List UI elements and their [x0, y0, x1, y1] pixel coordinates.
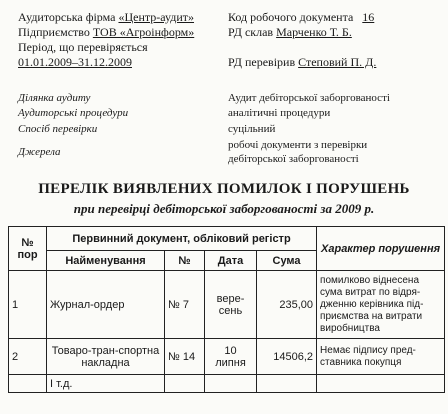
header-sum: Сума [257, 251, 317, 271]
page-title: ПЕРЕЛІК ВИЯВЛЕНИХ ПОМИЛОК І ПОРУШЕНЬ [38, 181, 410, 197]
period-label: Період, що перевіряється [18, 40, 148, 54]
firm-label: Аудиторська фірма [18, 10, 116, 24]
header-primary-doc: Первинний документ, обліковий регістр [47, 227, 317, 251]
table-row [9, 339, 445, 375]
compiled-row [228, 25, 386, 40]
row-character [317, 375, 445, 393]
table-header-row [9, 227, 445, 251]
header-character: Характер порушення [317, 227, 445, 271]
errors-table [8, 226, 445, 393]
meta-procedures-label: Аудиторські процедури [18, 107, 129, 119]
meta-procedures-value: аналітичні процедури [228, 107, 331, 119]
meta-method-label: Спосіб перевірки [18, 123, 98, 135]
header-num-line2: пор [17, 248, 38, 261]
row-no: № 7 [165, 271, 205, 339]
row-date-line2: сень [218, 304, 243, 317]
row-no [165, 375, 205, 393]
row-date [205, 271, 257, 339]
firm-value: «Центр-аудит» [118, 10, 195, 24]
checked-label: РД перевірив [228, 55, 296, 69]
enterprise-label: Підприємство [18, 25, 90, 39]
row-sum [257, 375, 317, 393]
header-date: Дата [205, 251, 257, 271]
meta-method-value: суцільний [228, 123, 276, 135]
table-row [9, 375, 445, 393]
meta-audit-area-value: Аудит дебіторської заборгованості [228, 92, 390, 104]
row-name: Журнал-ордер [47, 271, 165, 339]
row-date-line1: вере- [216, 292, 245, 305]
row-num: 1 [9, 271, 47, 339]
compiled-label: РД склав [228, 25, 274, 39]
page-subtitle: при перевірці дебіторської заборгованості за 2009 р. [73, 201, 375, 216]
row-sum: 235,00 [257, 271, 317, 339]
row-character: Немає підпису пред-ставника покупця [317, 339, 445, 375]
row-date: 10 липня [205, 339, 257, 375]
checked-row [228, 55, 386, 70]
header-right [228, 10, 386, 70]
compiled-value: Марченко Т. Б. [276, 25, 352, 39]
period-value: 01.01.2009–31.12.2009 [18, 55, 132, 69]
header-name: Найменування [47, 251, 165, 271]
enterprise-row [18, 25, 194, 40]
row-date [205, 375, 257, 393]
meta-audit-area-label: Ділянка аудиту [18, 92, 91, 104]
row-character: помилково віднесена сума витрат по відря-дженню керівника під-приємства на витрати виробництва [317, 271, 445, 339]
meta-sources-value-1: робочі документи з перевірки [228, 139, 368, 151]
header-left [18, 10, 194, 70]
meta-sources-value-2: дебіторської заборгованості [228, 153, 359, 165]
doc-code-label: Код робочого документа [228, 10, 354, 24]
doc-code-row [228, 10, 386, 25]
table-row [9, 271, 445, 339]
row-no: № 14 [165, 339, 205, 375]
header-num-line1: № [21, 236, 34, 249]
doc-code-value: 16 [362, 10, 375, 24]
firm-row [18, 10, 194, 25]
header-no: № [165, 251, 205, 271]
row-name: Товаро-тран-спортна накладна [47, 339, 165, 375]
row-sum: 14506,2 [257, 339, 317, 375]
enterprise-value: ТОВ «Агроінформ» [92, 25, 195, 39]
header-num [9, 227, 47, 271]
checked-value: Степовий П. Д. [298, 55, 377, 69]
meta-sources-label: Джерела [18, 146, 61, 158]
row-name: І т.д. [47, 375, 165, 393]
row-num [9, 375, 47, 393]
row-num: 2 [9, 339, 47, 375]
